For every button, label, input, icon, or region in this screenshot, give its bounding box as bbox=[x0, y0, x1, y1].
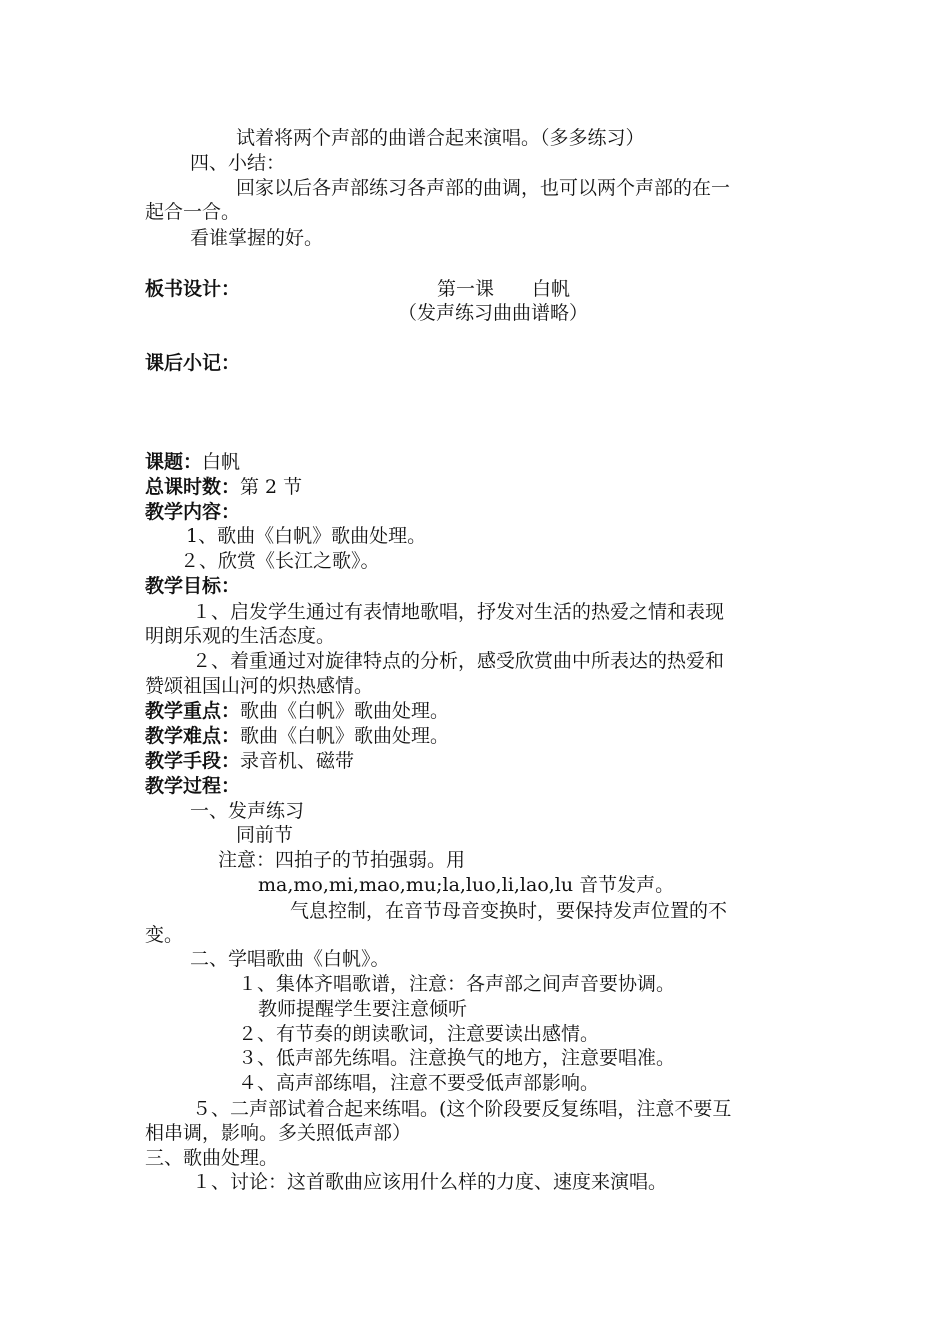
step-3-heading: 三、歌曲处理。 bbox=[145, 1147, 279, 1169]
step-2-item-3: ３、低声部先练唱。注意换气的地方，注意要唱准。 bbox=[238, 1047, 676, 1069]
topic-value: 白帆 bbox=[202, 451, 241, 473]
content-item-1: 1、歌曲《白帆》歌曲处理。 bbox=[186, 525, 427, 547]
practice-line: 试着将两个声部的曲谱合起来演唱。（多多练习） bbox=[236, 127, 645, 149]
difficulty-label: 教学难点： bbox=[145, 725, 241, 747]
difficulty-value: 歌曲《白帆》歌曲处理。 bbox=[240, 725, 450, 747]
step-1-note: 注意：四拍子的节拍强弱。用 bbox=[218, 849, 466, 871]
topic-label: 课题： bbox=[145, 451, 203, 473]
board-design-subtitle: （发声练习曲曲谱略） bbox=[398, 302, 589, 324]
step-1-breath-line-1: 气息控制，在音节母音变换时，要保持发声位置的不 bbox=[290, 900, 728, 922]
summary-text-line-1: 回家以后各声部练习各声部的曲调，也可以两个声部的在一 bbox=[236, 177, 731, 199]
step-2-item-1-note: 教师提醒学生要注意倾听 bbox=[258, 998, 468, 1020]
topic-row bbox=[145, 450, 240, 474]
board-design-label: 板书设计： bbox=[145, 278, 241, 300]
teaching-content-label: 教学内容： bbox=[145, 501, 241, 523]
goal-1-line-2: 明朗乐观的生活态度。 bbox=[145, 625, 336, 647]
total-hours-label: 总课时数： bbox=[145, 476, 241, 498]
teaching-means-row bbox=[145, 749, 354, 773]
goal-2-line-1: ２、着重通过对旋律特点的分析，感受欣赏曲中所表达的热爱和 bbox=[192, 650, 725, 672]
total-hours-row bbox=[145, 475, 302, 499]
step-1-same-as-before: 同前节 bbox=[236, 824, 294, 846]
key-point-value: 歌曲《白帆》歌曲处理。 bbox=[240, 700, 450, 722]
teaching-process-label: 教学过程： bbox=[145, 775, 241, 797]
board-design-title: 第一课 白帆 bbox=[437, 278, 571, 300]
section-summary-heading: 四、小结： bbox=[190, 152, 286, 174]
step-2-item-1: １、集体齐唱歌谱，注意：各声部之间声音要协调。 bbox=[238, 973, 676, 995]
step-2-item-2: ２、有节奏的朗读歌词，注意要读出感情。 bbox=[238, 1023, 600, 1045]
teaching-means-value: 录音机、磁带 bbox=[240, 750, 355, 772]
total-hours-value: 第 2 节 bbox=[240, 476, 303, 498]
content-item-2: ２、欣赏《长江之歌》。 bbox=[180, 550, 380, 572]
goal-2-line-2: 赞颂祖国山河的炽热感情。 bbox=[145, 675, 374, 697]
goal-1-line-1: １、启发学生通过有表情地歌唱，抒发对生活的热爱之情和表现 bbox=[192, 601, 725, 623]
step-1-heading: 一、发声练习 bbox=[190, 800, 305, 822]
summary-text-line-2: 起合一合。 bbox=[145, 201, 241, 223]
step-3-item-1: １、讨论：这首歌曲应该用什么样的力度、速度来演唱。 bbox=[192, 1171, 668, 1193]
summary-text-line-3: 看谁掌握的好。 bbox=[190, 227, 324, 249]
step-2-heading: 二、学唱歌曲《白帆》。 bbox=[190, 948, 390, 970]
key-point-label: 教学重点： bbox=[145, 700, 241, 722]
key-point-row bbox=[145, 699, 449, 723]
step-1-breath-line-2: 变。 bbox=[145, 924, 184, 946]
step-2-item-5-line-1: ５、二声部试着合起来练唱。(这个阶段要反复练唱，注意不要互 bbox=[192, 1098, 732, 1120]
difficulty-row bbox=[145, 724, 449, 748]
teaching-goals-label: 教学目标： bbox=[145, 575, 241, 597]
step-2-item-4: ４、高声部练唱，注意不要受低声部影响。 bbox=[238, 1072, 600, 1094]
step-2-item-5-line-2: 相串调，影响。多关照低声部） bbox=[145, 1122, 412, 1144]
after-class-notes-label: 课后小记： bbox=[145, 352, 241, 374]
step-1-syllables: ma,mo,mi,mao,mu;la,luo,li,lao,lu 音节发声。 bbox=[258, 874, 675, 896]
teaching-means-label: 教学手段： bbox=[145, 750, 241, 772]
